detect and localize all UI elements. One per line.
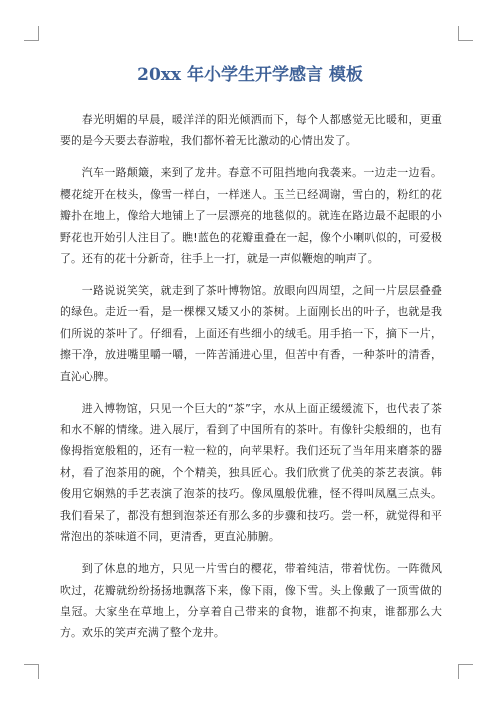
- crop-mark-top-right: [458, 26, 473, 41]
- crop-mark-bottom-left: [24, 664, 39, 679]
- document-body: [60, 109, 442, 654]
- paragraph: 一路说说笑笑，就走到了茶叶博物馆。放眼向四周望，之间一片层层叠叠的绿色。走近一看，是一棵棵又矮又小的茶树。上面刚长出的叶子，也就是我们所说的茶叶了。仔细看，上面还有些细小的绒毛。用手掐一下，摘下一片，擦干净，放进嘴里嚼一嚼，一阵苦涌进心里，但苦中有香，一种茶叶的清香，直沁心脾。: [60, 284, 442, 383]
- paragraph: 汽车一路颠簸，来到了龙井。春意不可阻挡地向我袭来。一边走一边看。樱花绽开在枝头，像雪一样白，一样迷人。玉兰已经凋谢，雪白的，粉红的花瓣扑在地上，像给大地铺上了一层漂亮的地毯似的。就连在路边最不起眼的小野花也开始引人注目了。瞧!蓝色的花瓣重叠在一起，像个小喇叭似的，可爱极了。还有的花十分新奇，往手上一打，就是一声似鞭炮的响声了。: [60, 166, 442, 266]
- crop-mark-bottom-right: [458, 664, 473, 679]
- paragraph: 进入博物馆，只见一个巨大的“茶”字，水从上面正缓缓流下，也代表了茶和水不解的情缘。进入展厅，看到了中国所有的茶叶。有像针尖般细的，也有像拇指宽般粗的，还有一粒一粒的，向苹果籽。我们还玩了当年用来磨茶的器材，看了泡茶用的碗，个个精美，独具匠心。我们欣赏了优美的茶艺表演。韩俊用它娴熟的手艺表演了泡茶的技巧。像凤凰般优雅，怪不得叫凤凰三点头。我们看呆了，都没有想到泡茶还有那么多的步骤和技巧。尝一杯，就觉得和平常泡出的茶味道不同，更清香，更直沁肺腑。: [60, 401, 442, 544]
- paragraph: 到了休息的地方，只见一片雪白的樱花，带着纯洁，带着忧伤。一阵微风吹过，花瓣就纷纷扬扬地飘落下来，像下雨，像下雪。头上像戴了一顶雪做的皇冠。大家坐在草地上，分享着自己带来的食物，谁都不拘束，谁都那么大方。欢乐的笑声充满了整个龙井。: [60, 562, 442, 640]
- paragraph: 春光明媚的早晨，暖洋洋的阳光倾洒而下，每个人都感觉无比暖和，更重要的是今天要去春游啦，我们都怀着无比激动的心情出发了。: [60, 113, 442, 148]
- document-title: 20xx 年小学生开学感言 模板: [137, 65, 363, 85]
- crop-mark-top-left: [24, 26, 39, 41]
